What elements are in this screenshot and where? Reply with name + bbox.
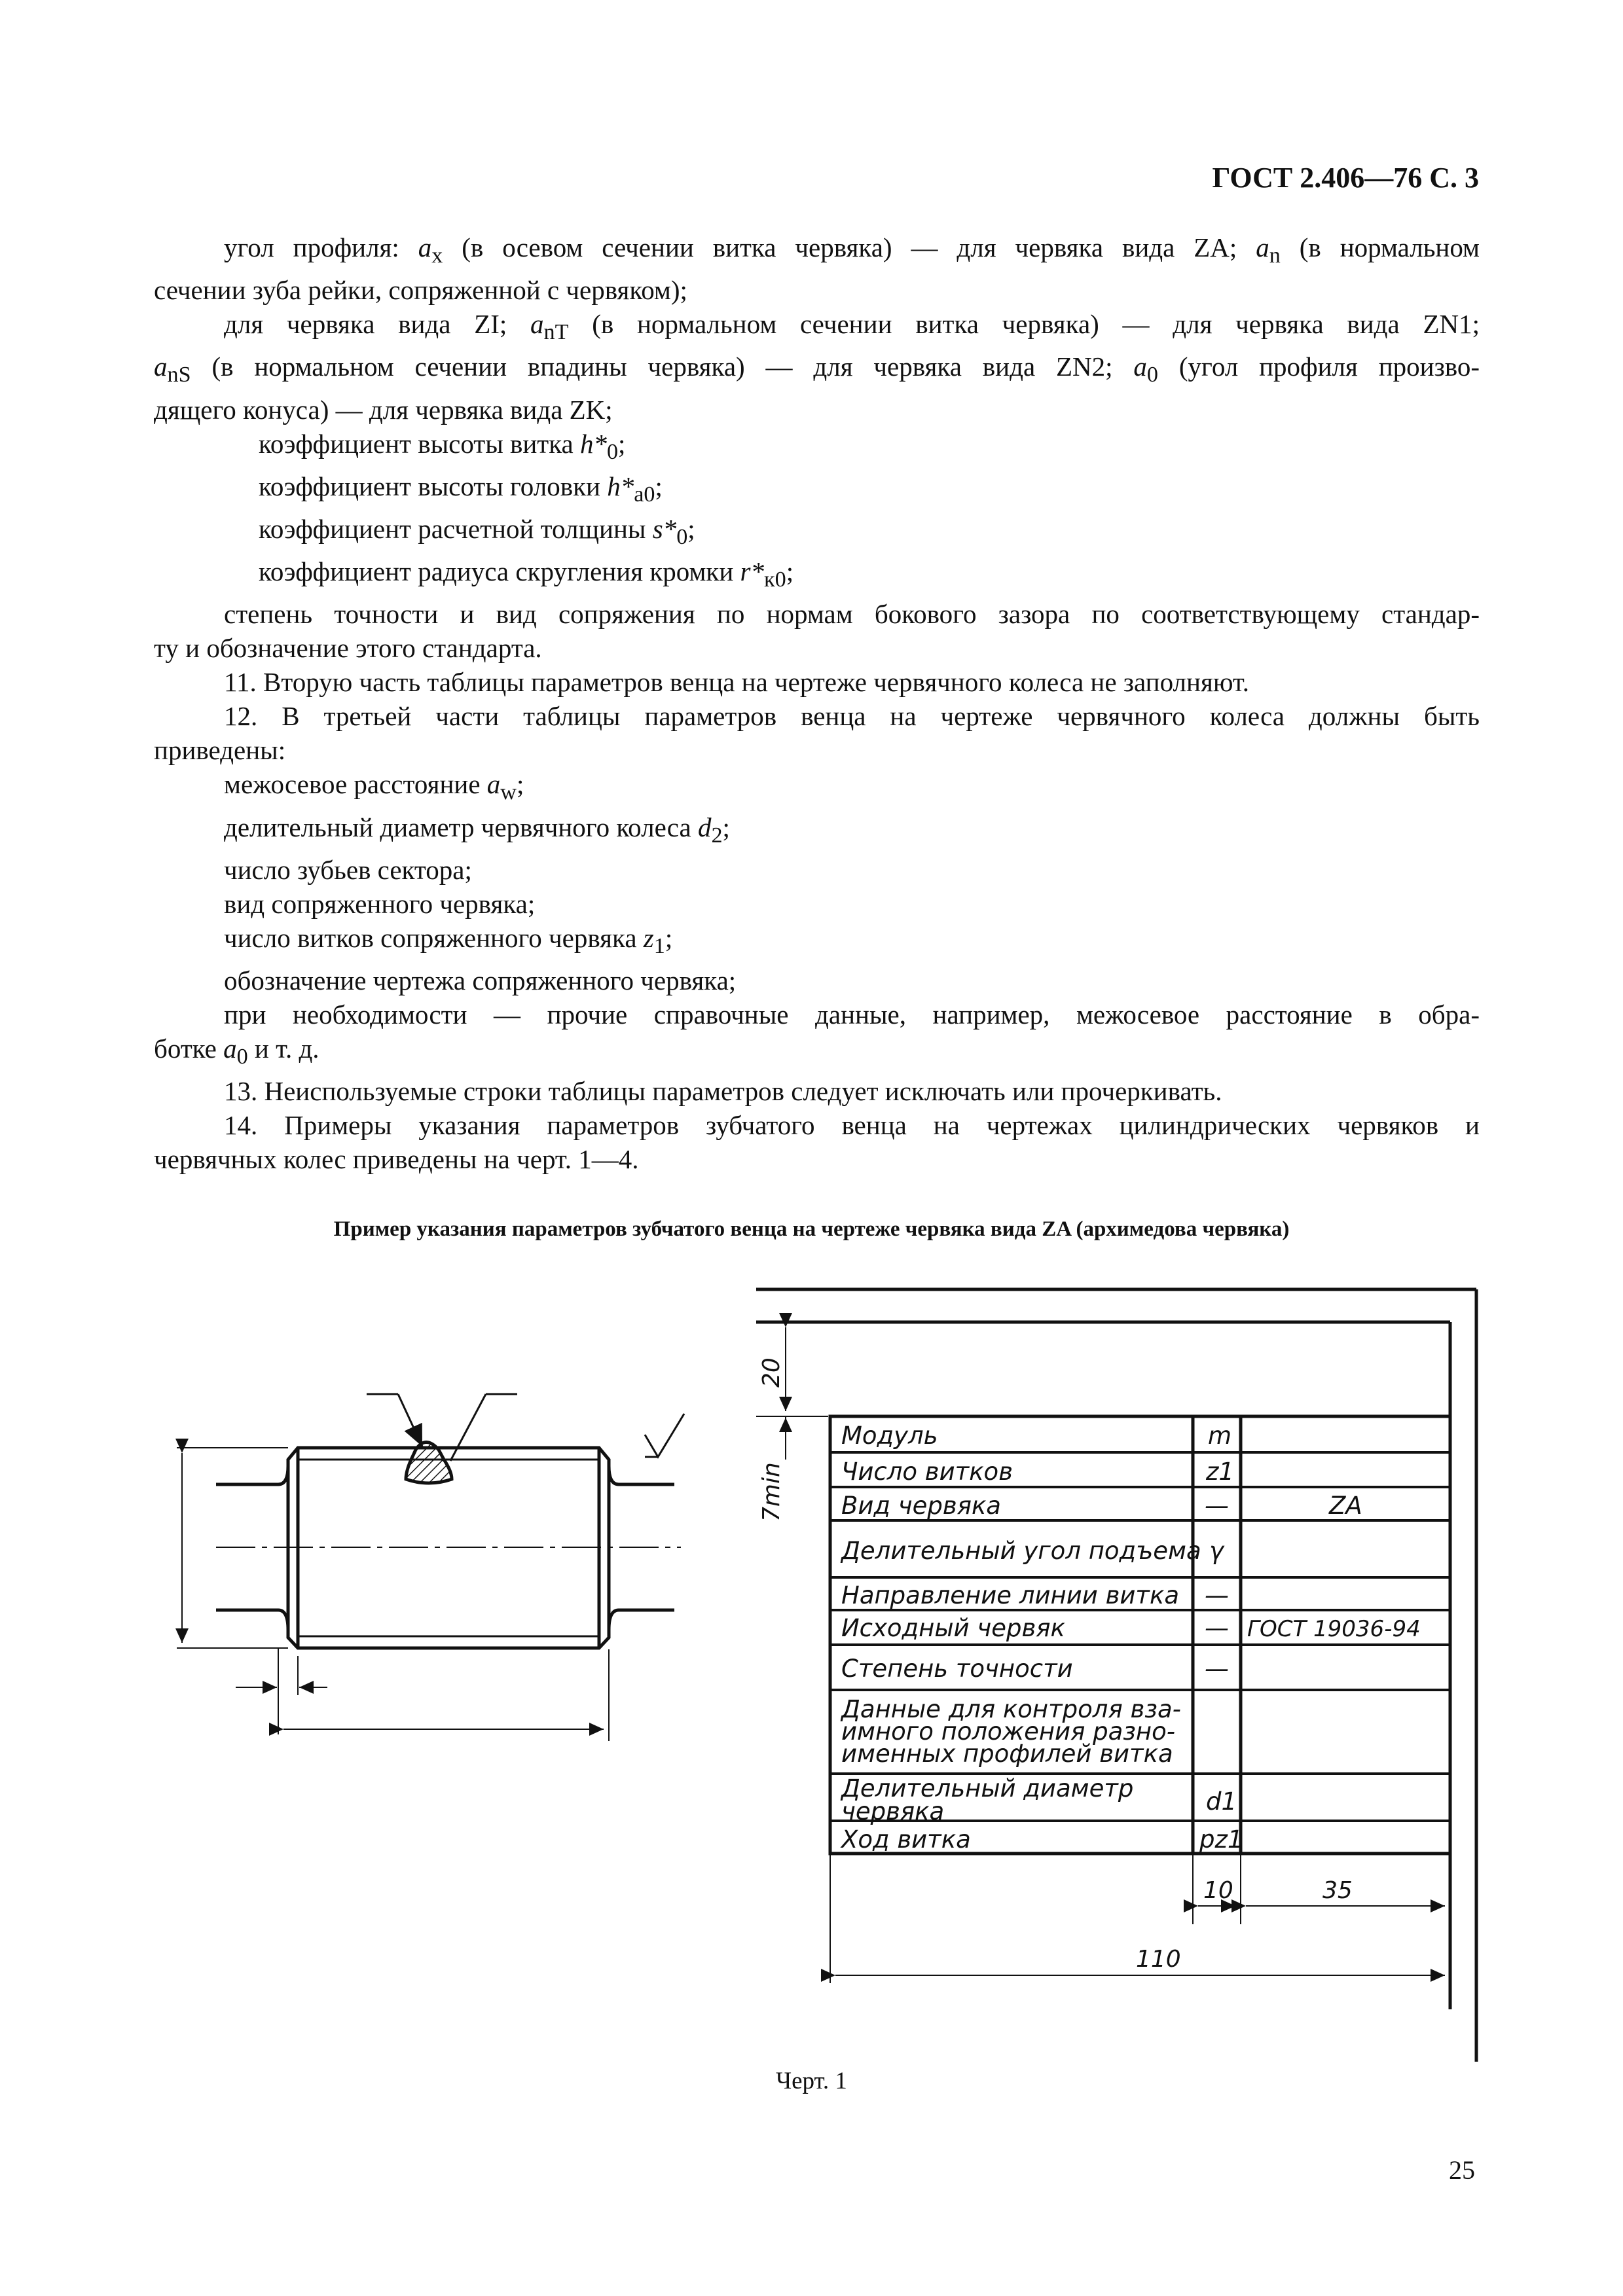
coef-item: коэффициент высоты витка $h*_0$; [259,428,626,464]
paragraph: червячных колес приведены на черт. 1—4. [154,1144,639,1175]
list-item: число витков сопряженного червяка $z_1$; [224,922,673,958]
table-row-name: Вид червяка [841,1492,1001,1520]
table-row-name: именных профилей витка [841,1740,1173,1768]
paragraph: угол профиля: $a_x$ (в осевом сечении витка червяка) — для червяка вида ZA; $a_n$ (в нормальном [224,232,1480,268]
paragraph: дящего конуса) — для червяка вида ZK; [154,394,613,425]
table-row-value: ГОСТ 19036-94 [1247,1616,1421,1642]
table-row-symbol: d1 [1206,1787,1237,1816]
paragraph: для червяка вида ZI; $a_{nT}$ (в нормальном сечении витка червяка) — для червяка вида ZN1; [224,309,1480,345]
paragraph: 12. В третьей части таблицы параметров венца на чертеже червячного колеса должны быть [224,701,1480,732]
paragraph: 11. Вторую часть таблицы параметров венца на чертеже червячного колеса не заполняют. [224,667,1249,698]
table-row-name: Делительный угол подъема [841,1537,1201,1565]
table-row-symbol: pz1 [1199,1825,1243,1854]
table-row-name: червяка [841,1797,945,1825]
figure-label: Черт. 1 [776,2068,847,2094]
figure-drawing [0,1263,1623,2062]
table-row-symbol: — [1205,1614,1229,1642]
table-row-name: Делительный диаметр [841,1774,1134,1803]
dim-top: 20 [758,1357,785,1388]
table-row-name: Исходный червяк [841,1614,1065,1642]
coef-item: коэффициент радиуса скругления кромки $r*_{к0}$; [259,556,794,592]
paragraph: приведены: [154,735,286,766]
table-row-symbol: γ [1209,1537,1224,1565]
table-row-name: Модуль [841,1422,938,1450]
table-row-name: Число витков [841,1458,1013,1486]
page-number: 25 [1449,2155,1475,2185]
table-row-value: ZA [1329,1492,1362,1520]
table-row-name: Данные для контроля вза- [841,1695,1181,1723]
dim-total: 110 [1136,1946,1181,1973]
paragraph: при необходимости — прочие справочные данные, например, межосевое расстояние в обра- [224,999,1480,1030]
paragraph: степень точности и вид сопряжения по нормам бокового зазора по соответствующему стандар- [224,599,1480,630]
table-row-name: имного положения разно- [841,1717,1176,1746]
page-header: ГОСТ 2.406—76 С. 3 [1212,162,1479,194]
list-item: обозначение чертежа сопряженного червяка; [224,965,737,996]
coef-item: коэффициент расчетной толщины $s*_0$; [259,513,695,550]
table-row-symbol: z1 [1206,1458,1234,1486]
paragraph: сечении зуба рейки, сопряженной с червяком); [154,275,687,306]
paragraph: ту и обозначение этого стандарта. [154,633,542,664]
list-item: делительный диаметр червячного колеса $d_2$; [224,812,730,848]
figure-caption: Пример указания параметров зубчатого венца на чертеже червяка вида ZA (архимедова червяка) [333,1217,1290,1241]
dim-col-sym: 10 [1203,1877,1233,1904]
list-item: межосевое расстояние $a_w$; [224,769,524,805]
table-row-name: Направление линии витка [841,1581,1179,1609]
table-row-name: Ход витка [841,1825,971,1854]
table-row-name: Степень точности [841,1655,1073,1683]
paragraph: 13. Неиспользуемые строки таблицы параметров следует исключать или прочеркивать. [224,1076,1222,1107]
paragraph: $a_{nS}$ (в нормальном сечении впадины червяка) — для червяка вида ZN2; $a_0$ (угол профиля произво- [154,351,1480,387]
dim-row-min: 7min [758,1462,785,1522]
table-row-symbol: m [1208,1422,1232,1450]
table-row-symbol: — [1205,1492,1229,1520]
paragraph: ботке $a_0$ и т. д. [154,1033,319,1069]
leader-lines [367,1394,517,1461]
table-row-symbol: — [1205,1655,1229,1683]
list-item: вид сопряженного червяка; [224,888,536,919]
dim-col-val: 35 [1322,1877,1353,1904]
paragraph: 14. Примеры указания параметров зубчатого венца на чертежах цилиндрических червяков и [224,1110,1480,1141]
table-row-symbol: — [1205,1581,1229,1609]
list-item: число зубьев сектора; [224,854,472,885]
body-text [154,230,1480,1176]
coef-item: коэффициент высоты головки $h*_{a0}$; [259,471,663,507]
